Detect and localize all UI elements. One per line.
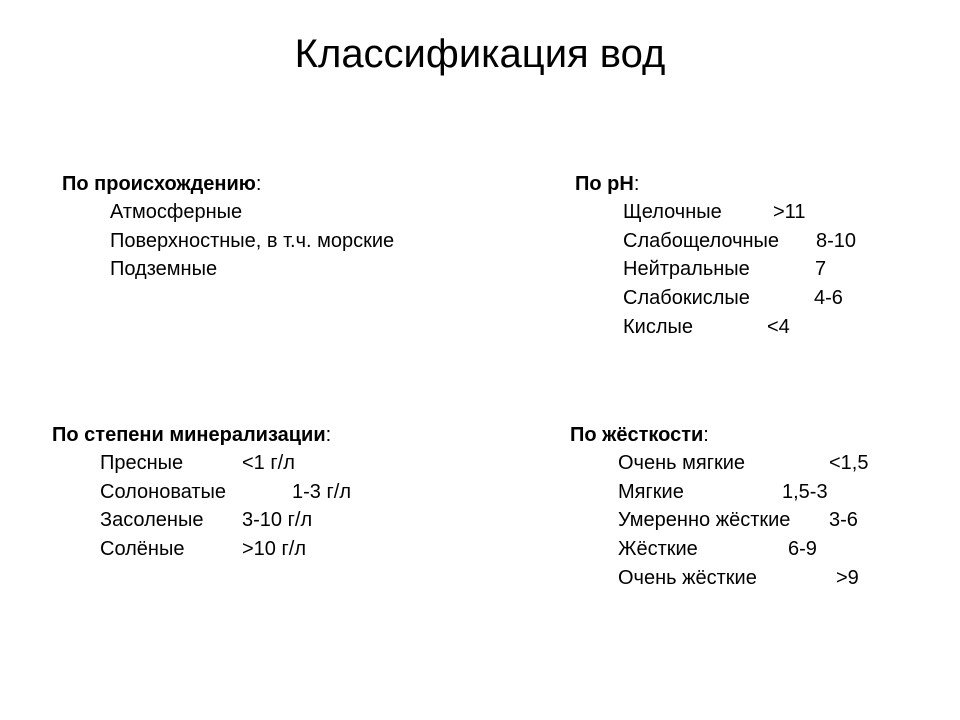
hardness-section	[570, 421, 869, 592]
ph-section	[575, 170, 857, 341]
hardness-item: Мягкие 1,5-3	[618, 480, 828, 503]
ph-item: Слабощелочные 8-10	[623, 229, 857, 252]
origin-heading: По происхождению:	[62, 173, 262, 195]
ph-item: Кислые <4	[623, 315, 790, 338]
origin-section	[62, 170, 395, 284]
mineralization-item: Пресные <1 г/л	[100, 452, 295, 474]
ph-item: Щелочные >11	[623, 201, 806, 223]
mineralization-item: Солоноватые 1-3 г/л	[100, 480, 351, 503]
hardness-heading: По жёсткости:	[570, 424, 709, 446]
mineralization-item: Солёные >10 г/л	[100, 538, 307, 561]
hardness-item: Умеренно жёсткие 3-6	[618, 509, 858, 532]
ph-item: Слабокислые 4-6	[623, 287, 843, 310]
origin-item: Подземные	[110, 258, 218, 281]
mineralization-section	[52, 421, 351, 564]
slide-title: Классификация вод	[294, 32, 666, 76]
mineralization-heading: По степени минерализации:	[52, 424, 332, 446]
hardness-item: Жёсткие 6-9	[618, 538, 817, 561]
origin-item: Поверхностные, в т.ч. морские	[110, 229, 395, 252]
ph-heading: По pH:	[575, 173, 640, 195]
ph-item: Нейтральные 7	[623, 258, 827, 281]
hardness-item: Очень мягкие <1,5	[618, 452, 869, 474]
mineralization-item: Засоленые 3-10 г/л	[100, 509, 313, 532]
origin-item: Атмосферные	[110, 201, 243, 223]
hardness-item: Очень жёсткие >9	[618, 566, 859, 589]
